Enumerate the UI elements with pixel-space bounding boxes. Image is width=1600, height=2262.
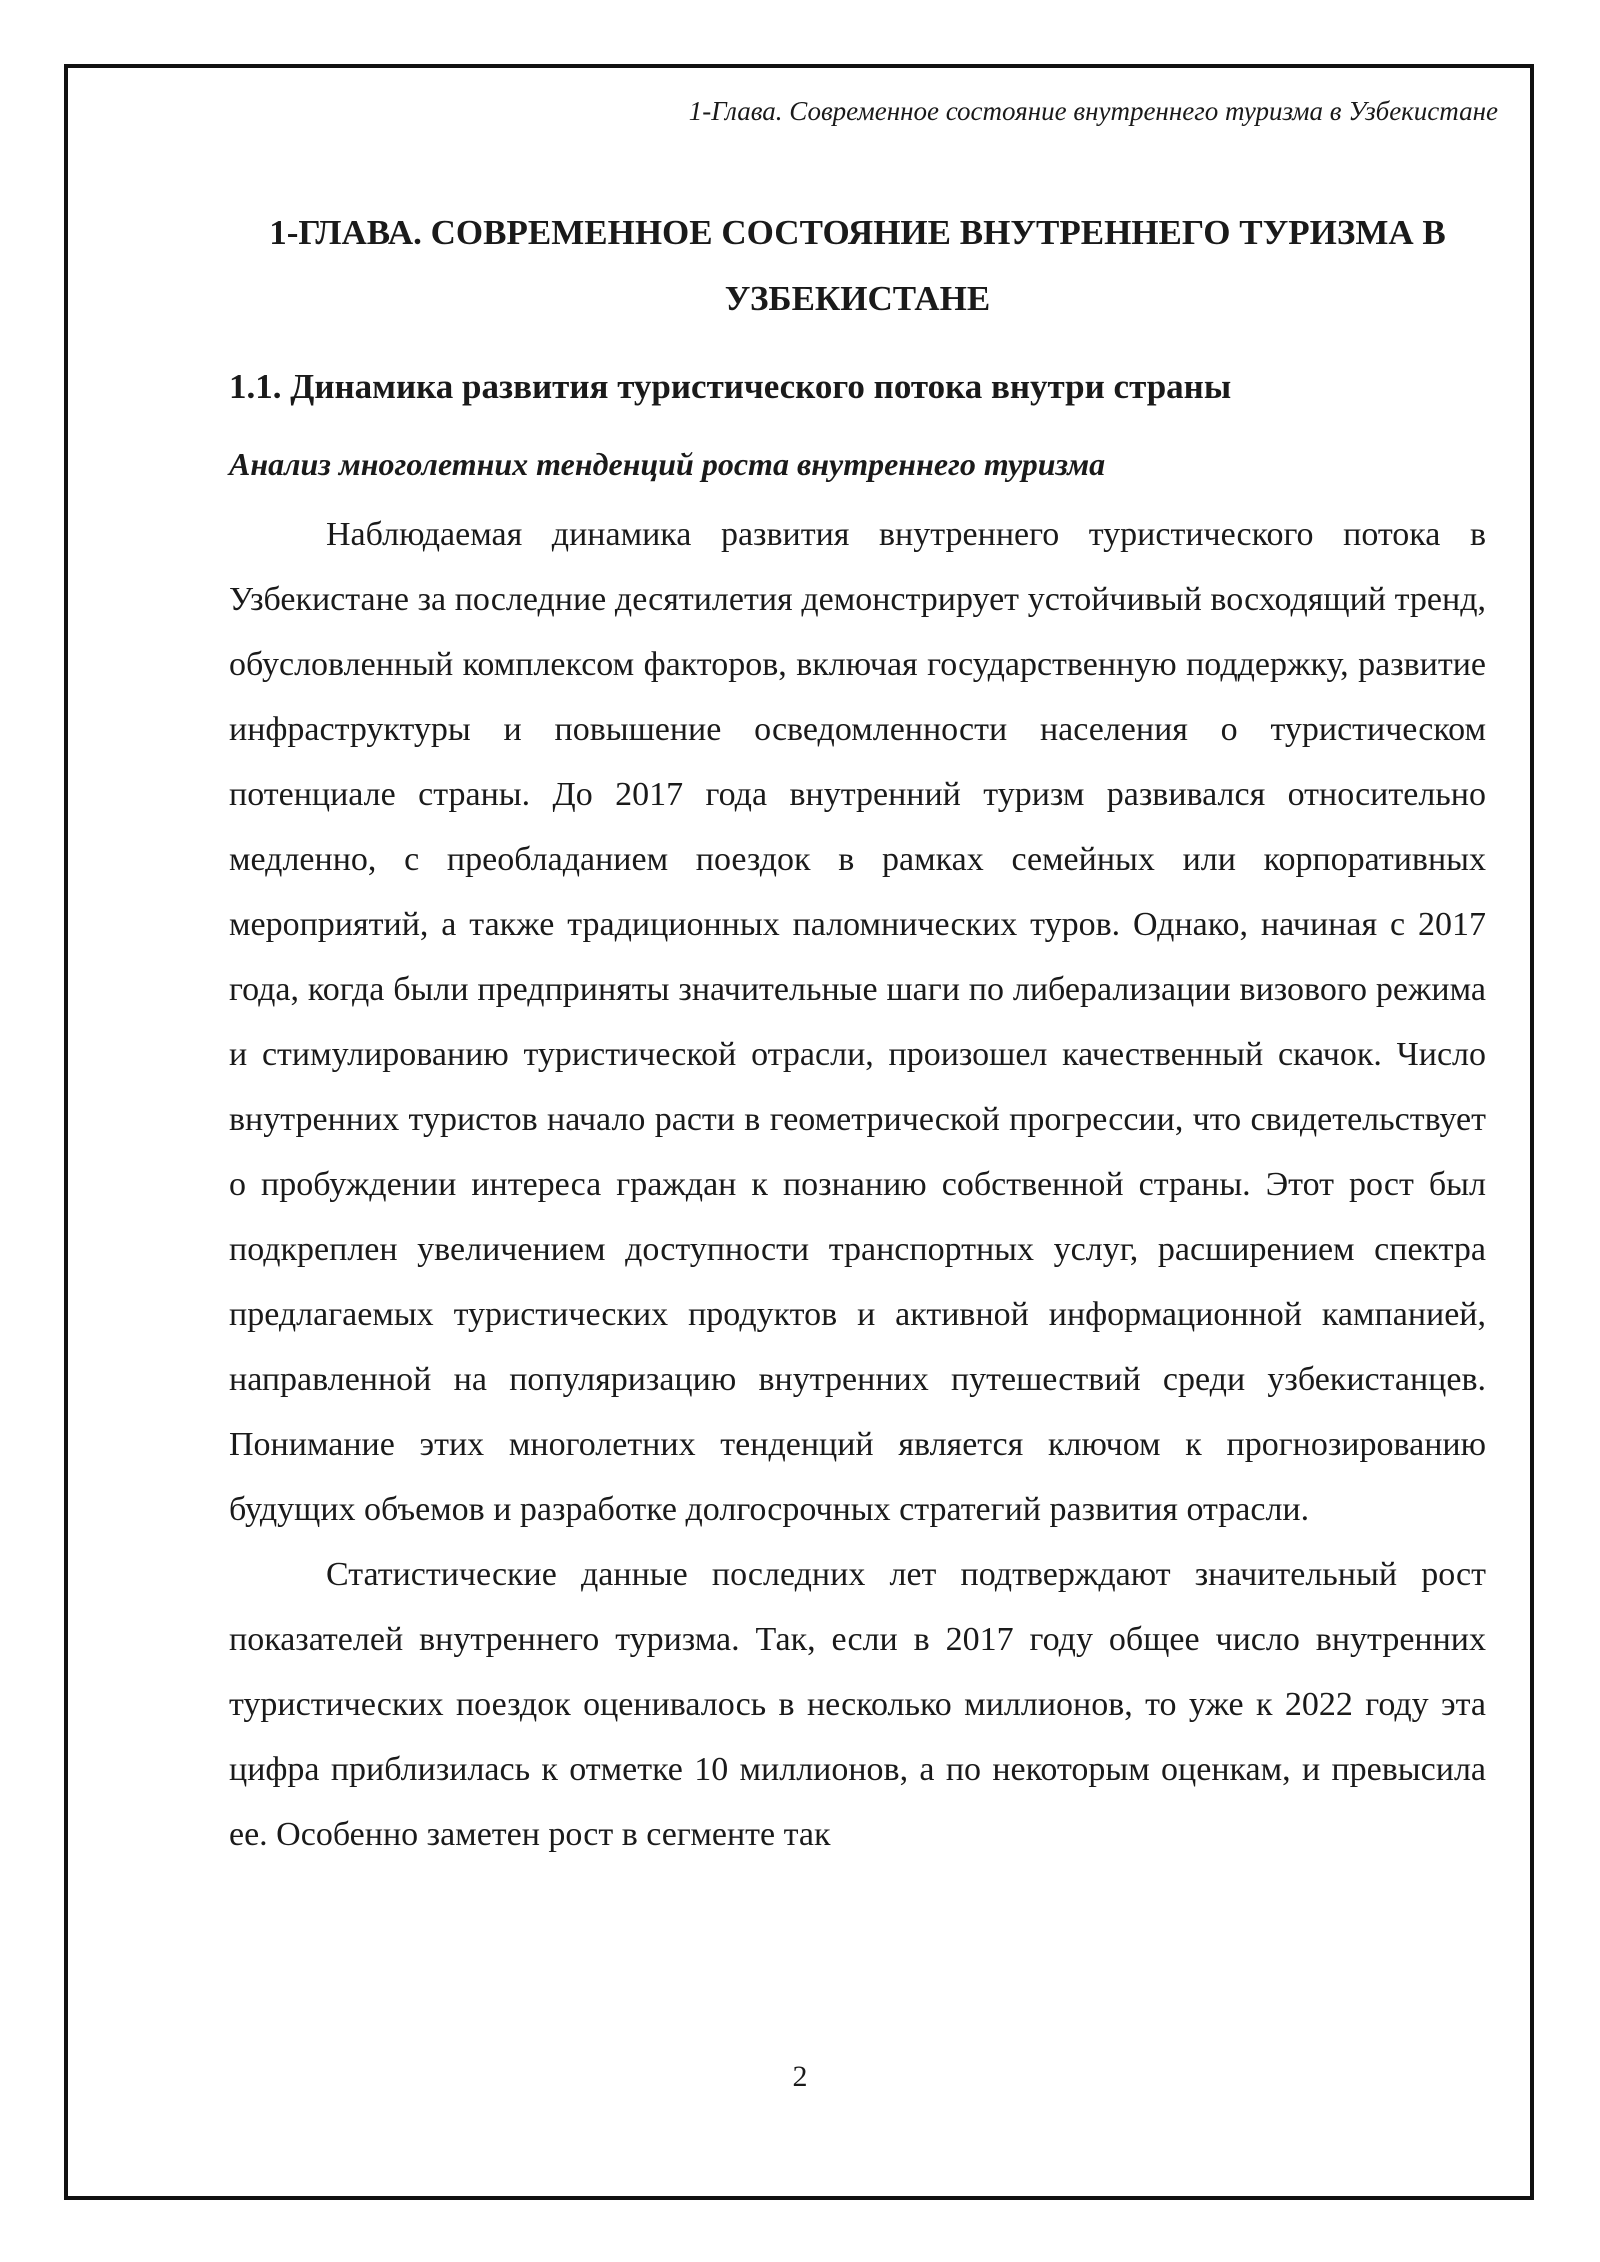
document-body <box>229 200 1486 1867</box>
page-number: 2 <box>792 2060 808 2093</box>
running-header: 1-Глава. Современное состояние внутреннего туризма в Узбекистане <box>688 96 1498 126</box>
chapter-title: 1-ГЛАВА. СОВРЕМЕННОЕ СОСТОЯНИЕ ВНУТРЕННЕГО ТУРИЗМА В УЗБЕКИСТАНЕ <box>269 213 1446 318</box>
body-paragraph: Наблюдаемая динамика развития внутреннего туристического потока в Узбекистане за последние десятилетия демонстрирует устойчивый восходящий тренд, обусловленный комплексом факторов, включая государственную поддержку, развитие инфраструктуры и повышение осведомленности населения о туристическом потенциале страны. До 2017 года внутренний туризм развивался относительно медленно, с преобладанием поездок в рамках семейных или корпоративных мероприятий, а также традиционных паломнических туров. Однако, начиная с 2017 года, когда были предприняты значительные шаги по либерализации визового режима и стимулированию туристической отрасли, произошел качественный скачок. Число внутренних туристов начало расти в геометрической прогрессии, что свидетельствует о пробуждении интереса граждан к познанию собственной страны. Этот рост был подкреплен увеличением доступности транспортных услуг, расширением спектра предлагаемых туристических продуктов и активной информационной кампанией, направленной на популяризацию внутренних путешествий среди узбекистанцев. Понимание этих многолетних тенденций является ключом к прогнозированию будущих объемов и разработке долгосрочных стратегий развития отрасли. <box>229 516 1486 1528</box>
body-paragraph: Статистические данные последних лет подтверждают значительный рост показателей внутреннего туризма. Так, если в 2017 году общее число внутренних туристических поездок оценивалось в несколько миллионов, то уже к 2022 году эта цифра приблизилась к отметке 10 миллионов, а по некоторым оценкам, и превысила ее. Особенно заметен рост в сегменте так <box>229 1556 1486 1853</box>
subsection-title: Анализ многолетних тенденций роста внутреннего туризма <box>229 446 1106 482</box>
section-title: 1.1. Динамика развития туристического потока внутри страны <box>229 367 1232 406</box>
